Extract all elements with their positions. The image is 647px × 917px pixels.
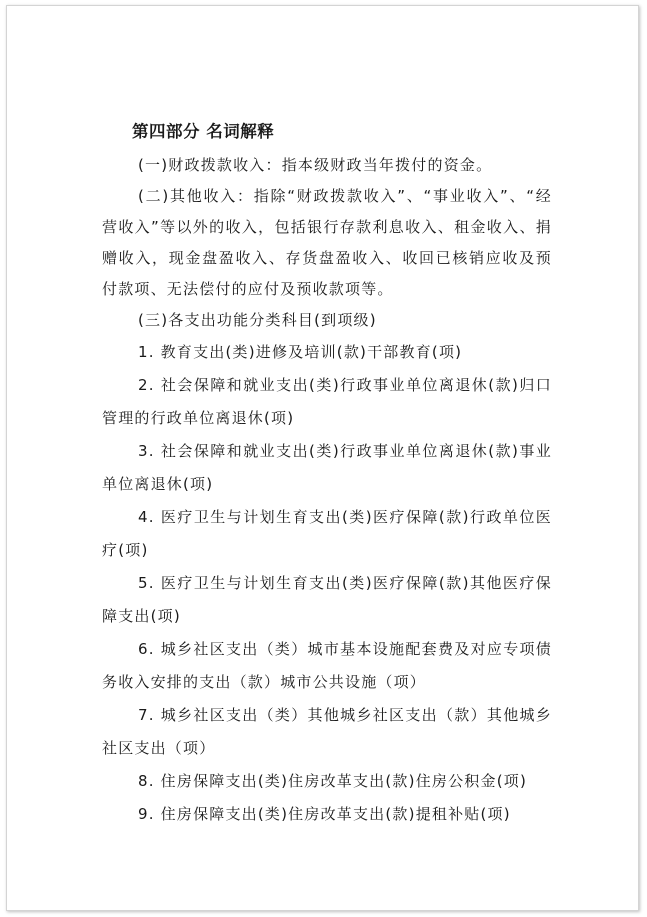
list-item: 1. 教育支出(类)进修及培训(款)干部教育(项) (138, 343, 463, 361)
document-page (6, 5, 639, 911)
expenditure-list (102, 336, 552, 831)
page-content (102, 114, 552, 831)
list-item: 7. 城乡社区支出（类）其他城乡社区支出（款）其他城乡社区支出（项） (102, 706, 552, 757)
paragraph-fiscal-appropriation: (一)财政拨款收入：指本级财政当年拨付的资金。 (138, 156, 493, 174)
list-item: 2. 社会保障和就业支出(类)行政事业单位离退休(款)归口管理的行政单位离退休(项) (102, 376, 552, 427)
list-item: 9. 住房保障支出(类)住房改革支出(款)提租补贴(项) (138, 805, 511, 823)
paragraph-other-income: (二)其他收入：指除“财政拨款收入”、“事业收入”、“经营收入”等以外的收入，包括银行存款利息收入、租金收入、捐赠收入，现金盘盈收入、存货盘盈收入、收回已核销应收及预付款项、无法偿付的应付及预收款项等。 (102, 187, 552, 298)
list-item: 8. 住房保障支出(类)住房改革支出(款)住房公积金(项) (138, 772, 527, 790)
list-item: 5. 医疗卫生与计划生育支出(类)医疗保障(款)其他医疗保障支出(项) (102, 574, 552, 625)
list-item: 3. 社会保障和就业支出(类)行政事业单位离退休(款)事业单位离退休(项) (102, 442, 552, 493)
section-heading: 第四部分 名词解释 (132, 122, 275, 141)
paragraph-expenditure-categories: (三)各支出功能分类科目(到项级) (138, 311, 377, 329)
list-item: 4. 医疗卫生与计划生育支出(类)医疗保障(款)行政单位医疗(项) (102, 508, 552, 559)
list-item: 6. 城乡社区支出（类）城市基本设施配套费及对应专项债务收入安排的支出（款）城市公共设施（项） (102, 640, 552, 691)
